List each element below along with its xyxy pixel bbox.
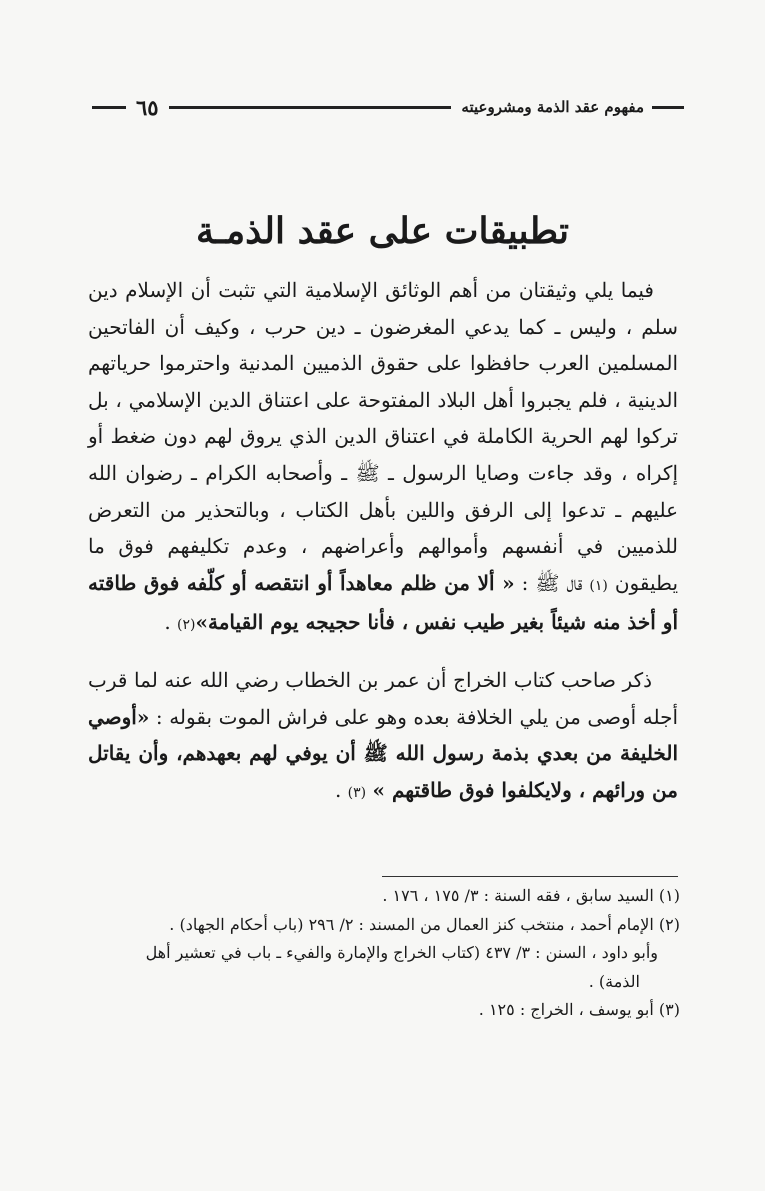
footnote-1: (١) السيد سابق ، فقه السنة : ٣/ ١٧٥ ، ١٧٦ . [382, 886, 680, 905]
page-number: ٦٥ [136, 94, 159, 120]
paragraph-2-end: . [334, 777, 342, 802]
footnote-3: (٣) أبو يوسف ، الخراج : ١٢٥ . [478, 1000, 680, 1019]
header-title: مفهوم عقد الذمة ومشروعيته [461, 98, 644, 116]
footnote-ref-3: (٣) [347, 784, 367, 801]
hadith-quote: « ألا من ظلم معاهداً أو انتقصه أو كلّفه فوق طاقته أو أخذ منه شيئاً بغير طيب نفس ، فأنا حجيجه يوم القيامة» [88, 570, 678, 635]
section-title: تطبيقات على عقد الذمـة [196, 210, 569, 252]
paragraph-1-said: قال ﷺ : [521, 570, 583, 595]
footnote-2-continuation-end: الذمة) . [588, 971, 640, 991]
paragraph-2 [88, 662, 678, 811]
paragraph-1-end: . [164, 610, 171, 635]
footnote-ref-2: (٢) [177, 617, 196, 634]
paragraph-1-text: فيما يلي وثيقتان من أهم الوثائق الإسلامية التي تثبت أن الإسلام دين سلم ، وليس ـ كما يدعي المغرضون ـ دين حرب ، وكيف أن الفاتحين المسلمين العرب حافظوا على حقوق الذميين المدنية واحترموا حرياتهم الدينية ، فلم يجبروا أهل البلاد المفتوحة على اعتناق الدين الإسلامي ، بل تركوا لهم الحرية الكاملة في اعتناق الدين الذي يروق لهم دون ضغط أو إكراه ، وقد جاءت وصايا الرسول ـ ﷺ ـ وأصحابه الكرام ـ رضوان الله عليهم ـ تدعوا إلى الرفق واللين بأهل الكتاب ، وبالتحذير من التعرض للذميين في أنفسهم وأموالهم وأعراضهم ، وعدم تكليفهم فوق ما يطيقون [88, 278, 679, 595]
header-rule [169, 106, 452, 109]
paragraph-2-text: ذكر صاحب كتاب الخراج أن عمر بن الخطاب رضي الله عنه لما قرب أجله أوصى من يلي الخلافة بعده وهو على فراش الموت بقوله : [88, 667, 678, 729]
body-text [88, 272, 678, 811]
header-rule-start [652, 106, 684, 109]
footnote-separator [382, 876, 678, 877]
footnote-2: (٢) الإمام أحمد ، منتخب كنز العمال من المسند : ٢/ ٢٩٦ (باب أحكام الجهاد) . [169, 914, 680, 934]
header-rule-end [92, 106, 126, 109]
footnote-2-continuation: وأبو داود ، السنن : ٣/ ٤٣٧ (كتاب الخراج والإمارة والفيء ـ باب في تعشير أهل [145, 943, 658, 962]
umar-quote: «أوصي الخليفة من بعدي بذمة رسول الله ﷺ أن يوفي لهم بعهدهم، وأن يقاتل من ورائهم ، ولايكلفوا فوق طاقتهم » [88, 704, 678, 802]
footnote-ref-1: (١) [589, 577, 608, 594]
footnotes [88, 882, 680, 1025]
paragraph-1 [88, 272, 678, 644]
running-header [92, 92, 684, 122]
